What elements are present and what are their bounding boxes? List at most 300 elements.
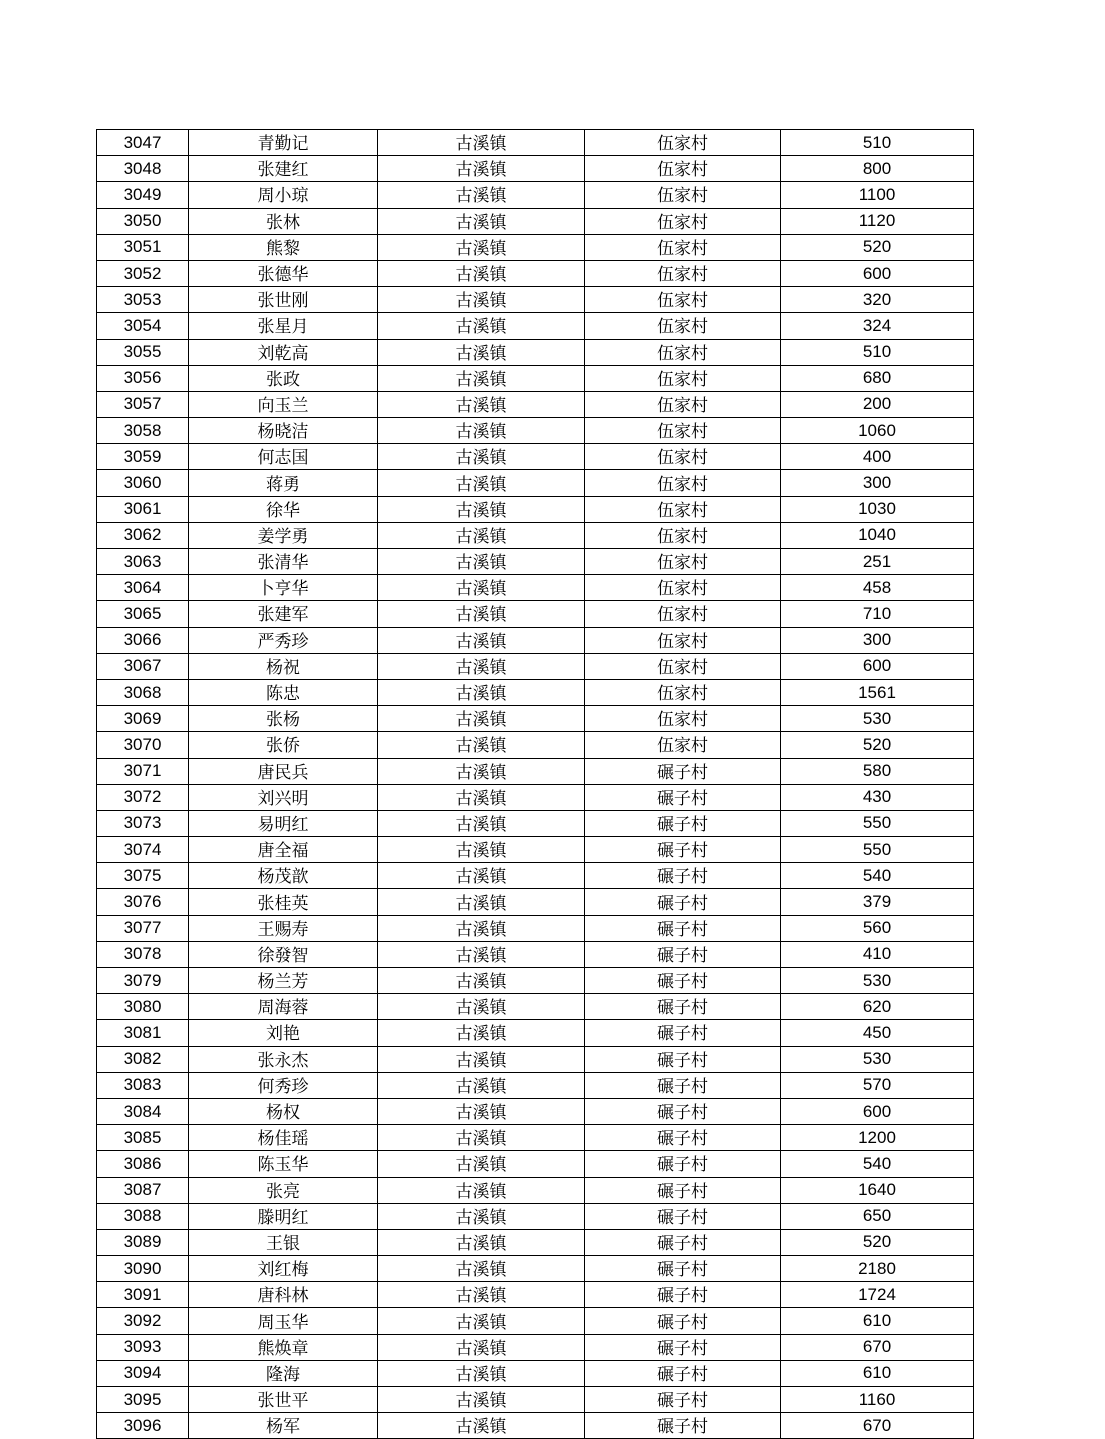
table-row [97, 1229, 974, 1255]
cell-amount: 410 [781, 941, 974, 967]
cell-town: 古溪镇 [378, 1098, 585, 1124]
cell-town: 古溪镇 [378, 784, 585, 810]
table-row [97, 1308, 974, 1334]
cell-name: 严秀珍 [189, 627, 378, 653]
cell-name: 何志国 [189, 444, 378, 470]
cell-amount: 650 [781, 1203, 974, 1229]
cell-village: 伍家村 [585, 260, 781, 286]
cell-amount: 540 [781, 1151, 974, 1177]
cell-name: 张政 [189, 365, 378, 391]
cell-name: 陈玉华 [189, 1151, 378, 1177]
table-row [97, 391, 974, 417]
cell-village: 碾子村 [585, 994, 781, 1020]
table-row [97, 182, 974, 208]
cell-id: 3088 [97, 1203, 189, 1229]
cell-village: 碾子村 [585, 1413, 781, 1439]
table-row [97, 889, 974, 915]
cell-name: 杨佳瑶 [189, 1125, 378, 1151]
cell-village: 碾子村 [585, 837, 781, 863]
cell-id: 3095 [97, 1387, 189, 1413]
cell-name: 徐华 [189, 496, 378, 522]
cell-town: 古溪镇 [378, 260, 585, 286]
cell-id: 3086 [97, 1151, 189, 1177]
table-row [97, 601, 974, 627]
cell-village: 碾子村 [585, 1203, 781, 1229]
cell-name: 张星月 [189, 313, 378, 339]
cell-name: 唐民兵 [189, 758, 378, 784]
cell-amount: 710 [781, 601, 974, 627]
cell-id: 3090 [97, 1256, 189, 1282]
cell-village: 碾子村 [585, 1334, 781, 1360]
cell-village: 伍家村 [585, 496, 781, 522]
cell-amount: 510 [781, 130, 974, 156]
cell-village: 碾子村 [585, 941, 781, 967]
cell-village: 伍家村 [585, 444, 781, 470]
cell-name: 陈忠 [189, 679, 378, 705]
cell-town: 古溪镇 [378, 1203, 585, 1229]
cell-village: 伍家村 [585, 601, 781, 627]
cell-id: 3066 [97, 627, 189, 653]
cell-name: 向玉兰 [189, 391, 378, 417]
cell-amount: 1030 [781, 496, 974, 522]
table-row [97, 994, 974, 1020]
cell-town: 古溪镇 [378, 679, 585, 705]
cell-id: 3055 [97, 339, 189, 365]
cell-town: 古溪镇 [378, 130, 585, 156]
cell-name: 张永杰 [189, 1046, 378, 1072]
table-row [97, 627, 974, 653]
cell-name: 唐科林 [189, 1282, 378, 1308]
cell-name: 张亮 [189, 1177, 378, 1203]
cell-id: 3068 [97, 679, 189, 705]
cell-town: 古溪镇 [378, 653, 585, 679]
cell-village: 伍家村 [585, 339, 781, 365]
cell-amount: 458 [781, 575, 974, 601]
table-row [97, 1151, 974, 1177]
cell-amount: 300 [781, 470, 974, 496]
cell-town: 古溪镇 [378, 601, 585, 627]
cell-id: 3096 [97, 1413, 189, 1439]
cell-village: 碾子村 [585, 1151, 781, 1177]
cell-amount: 1060 [781, 418, 974, 444]
cell-name: 张清华 [189, 549, 378, 575]
cell-amount: 600 [781, 260, 974, 286]
table-row [97, 1098, 974, 1124]
cell-town: 古溪镇 [378, 549, 585, 575]
cell-id: 3077 [97, 915, 189, 941]
cell-town: 古溪镇 [378, 1020, 585, 1046]
cell-id: 3061 [97, 496, 189, 522]
cell-amount: 324 [781, 313, 974, 339]
cell-town: 古溪镇 [378, 758, 585, 784]
cell-name: 张世平 [189, 1387, 378, 1413]
cell-village: 伍家村 [585, 208, 781, 234]
cell-town: 古溪镇 [378, 1072, 585, 1098]
cell-town: 古溪镇 [378, 418, 585, 444]
cell-village: 碾子村 [585, 863, 781, 889]
cell-village: 伍家村 [585, 182, 781, 208]
cell-village: 伍家村 [585, 653, 781, 679]
cell-id: 3069 [97, 706, 189, 732]
table-row [97, 1282, 974, 1308]
cell-town: 古溪镇 [378, 470, 585, 496]
cell-amount: 530 [781, 968, 974, 994]
table-row [97, 130, 974, 156]
cell-village: 碾子村 [585, 1360, 781, 1386]
cell-amount: 251 [781, 549, 974, 575]
cell-id: 3059 [97, 444, 189, 470]
cell-id: 3082 [97, 1046, 189, 1072]
cell-town: 古溪镇 [378, 1308, 585, 1334]
cell-name: 杨晓洁 [189, 418, 378, 444]
cell-id: 3093 [97, 1334, 189, 1360]
cell-amount: 610 [781, 1360, 974, 1386]
cell-amount: 670 [781, 1413, 974, 1439]
cell-town: 古溪镇 [378, 313, 585, 339]
table-row [97, 863, 974, 889]
cell-name: 卜亨华 [189, 575, 378, 601]
table-row [97, 1020, 974, 1046]
cell-name: 张德华 [189, 260, 378, 286]
cell-amount: 520 [781, 1229, 974, 1255]
cell-name: 唐全福 [189, 837, 378, 863]
cell-id: 3094 [97, 1360, 189, 1386]
cell-name: 周玉华 [189, 1308, 378, 1334]
cell-id: 3087 [97, 1177, 189, 1203]
cell-amount: 1561 [781, 679, 974, 705]
cell-village: 伍家村 [585, 522, 781, 548]
cell-amount: 320 [781, 287, 974, 313]
table-row [97, 234, 974, 260]
cell-name: 徐發智 [189, 941, 378, 967]
cell-village: 伍家村 [585, 575, 781, 601]
cell-id: 3065 [97, 601, 189, 627]
cell-amount: 530 [781, 1046, 974, 1072]
cell-town: 古溪镇 [378, 391, 585, 417]
cell-village: 碾子村 [585, 1020, 781, 1046]
cell-amount: 200 [781, 391, 974, 417]
cell-village: 碾子村 [585, 1229, 781, 1255]
cell-name: 滕明红 [189, 1203, 378, 1229]
cell-amount: 520 [781, 234, 974, 260]
table-row [97, 365, 974, 391]
table-row [97, 156, 974, 182]
cell-town: 古溪镇 [378, 1125, 585, 1151]
cell-amount: 570 [781, 1072, 974, 1098]
cell-village: 碾子村 [585, 1256, 781, 1282]
cell-village: 伍家村 [585, 313, 781, 339]
cell-amount: 620 [781, 994, 974, 1020]
cell-village: 伍家村 [585, 549, 781, 575]
table-row [97, 758, 974, 784]
table-row [97, 1256, 974, 1282]
cell-village: 伍家村 [585, 470, 781, 496]
cell-name: 王银 [189, 1229, 378, 1255]
cell-town: 古溪镇 [378, 496, 585, 522]
table-body [97, 130, 974, 1439]
table-row [97, 915, 974, 941]
cell-amount: 550 [781, 810, 974, 836]
table-row [97, 575, 974, 601]
table-row [97, 679, 974, 705]
cell-village: 碾子村 [585, 889, 781, 915]
cell-village: 伍家村 [585, 287, 781, 313]
table-row [97, 1334, 974, 1360]
cell-name: 刘艳 [189, 1020, 378, 1046]
cell-village: 碾子村 [585, 1177, 781, 1203]
table-row [97, 706, 974, 732]
cell-town: 古溪镇 [378, 208, 585, 234]
cell-name: 张林 [189, 208, 378, 234]
table-row [97, 1072, 974, 1098]
cell-amount: 379 [781, 889, 974, 915]
table-row [97, 1387, 974, 1413]
cell-town: 古溪镇 [378, 1360, 585, 1386]
cell-town: 古溪镇 [378, 706, 585, 732]
cell-town: 古溪镇 [378, 863, 585, 889]
cell-village: 伍家村 [585, 234, 781, 260]
cell-amount: 1160 [781, 1387, 974, 1413]
cell-town: 古溪镇 [378, 1334, 585, 1360]
cell-id: 3062 [97, 522, 189, 548]
cell-name: 张建红 [189, 156, 378, 182]
cell-id: 3060 [97, 470, 189, 496]
table-row [97, 496, 974, 522]
cell-village: 碾子村 [585, 1046, 781, 1072]
cell-town: 古溪镇 [378, 889, 585, 915]
cell-town: 古溪镇 [378, 1151, 585, 1177]
table-row [97, 784, 974, 810]
cell-amount: 1724 [781, 1282, 974, 1308]
cell-name: 青勤记 [189, 130, 378, 156]
cell-id: 3075 [97, 863, 189, 889]
cell-id: 3072 [97, 784, 189, 810]
cell-town: 古溪镇 [378, 575, 585, 601]
cell-id: 3071 [97, 758, 189, 784]
cell-village: 碾子村 [585, 968, 781, 994]
table-row [97, 837, 974, 863]
cell-name: 周小琼 [189, 182, 378, 208]
cell-name: 熊黎 [189, 234, 378, 260]
data-sheet [96, 129, 973, 1439]
cell-name: 杨兰芳 [189, 968, 378, 994]
cell-id: 3074 [97, 837, 189, 863]
cell-id: 3078 [97, 941, 189, 967]
table-row [97, 968, 974, 994]
table-row [97, 1360, 974, 1386]
cell-town: 古溪镇 [378, 941, 585, 967]
cell-id: 3073 [97, 810, 189, 836]
cell-name: 张侨 [189, 732, 378, 758]
cell-village: 碾子村 [585, 915, 781, 941]
cell-id: 3056 [97, 365, 189, 391]
cell-id: 3085 [97, 1125, 189, 1151]
cell-town: 古溪镇 [378, 627, 585, 653]
cell-amount: 1100 [781, 182, 974, 208]
cell-amount: 550 [781, 837, 974, 863]
cell-amount: 300 [781, 627, 974, 653]
cell-amount: 2180 [781, 1256, 974, 1282]
cell-name: 张世刚 [189, 287, 378, 313]
cell-name: 周海蓉 [189, 994, 378, 1020]
table-row [97, 1125, 974, 1151]
cell-village: 伍家村 [585, 706, 781, 732]
cell-id: 3063 [97, 549, 189, 575]
cell-id: 3053 [97, 287, 189, 313]
table-row [97, 1413, 974, 1439]
cell-town: 古溪镇 [378, 1413, 585, 1439]
cell-name: 熊焕章 [189, 1334, 378, 1360]
cell-village: 碾子村 [585, 1072, 781, 1098]
cell-town: 古溪镇 [378, 287, 585, 313]
cell-name: 刘兴明 [189, 784, 378, 810]
cell-village: 伍家村 [585, 679, 781, 705]
table-row [97, 470, 974, 496]
cell-amount: 450 [781, 1020, 974, 1046]
cell-name: 姜学勇 [189, 522, 378, 548]
cell-id: 3079 [97, 968, 189, 994]
table-row [97, 1177, 974, 1203]
cell-town: 古溪镇 [378, 968, 585, 994]
cell-town: 古溪镇 [378, 365, 585, 391]
table-row [97, 339, 974, 365]
cell-name: 杨权 [189, 1098, 378, 1124]
cell-amount: 680 [781, 365, 974, 391]
cell-town: 古溪镇 [378, 1229, 585, 1255]
cell-town: 古溪镇 [378, 182, 585, 208]
table-row [97, 444, 974, 470]
cell-town: 古溪镇 [378, 234, 585, 260]
cell-id: 3076 [97, 889, 189, 915]
cell-village: 伍家村 [585, 732, 781, 758]
cell-id: 3092 [97, 1308, 189, 1334]
cell-village: 碾子村 [585, 1125, 781, 1151]
table-row [97, 418, 974, 444]
cell-id: 3067 [97, 653, 189, 679]
cell-amount: 540 [781, 863, 974, 889]
cell-id: 3084 [97, 1098, 189, 1124]
cell-id: 3052 [97, 260, 189, 286]
cell-amount: 580 [781, 758, 974, 784]
cell-town: 古溪镇 [378, 810, 585, 836]
cell-village: 伍家村 [585, 627, 781, 653]
cell-town: 古溪镇 [378, 994, 585, 1020]
cell-name: 张建军 [189, 601, 378, 627]
cell-id: 3080 [97, 994, 189, 1020]
cell-town: 古溪镇 [378, 915, 585, 941]
cell-amount: 1040 [781, 522, 974, 548]
cell-id: 3051 [97, 234, 189, 260]
cell-name: 杨茂歆 [189, 863, 378, 889]
cell-id: 3048 [97, 156, 189, 182]
cell-name: 易明红 [189, 810, 378, 836]
cell-name: 刘红梅 [189, 1256, 378, 1282]
cell-id: 3047 [97, 130, 189, 156]
cell-amount: 600 [781, 1098, 974, 1124]
table-row [97, 287, 974, 313]
cell-village: 碾子村 [585, 758, 781, 784]
cell-village: 伍家村 [585, 391, 781, 417]
cell-name: 张杨 [189, 706, 378, 732]
cell-amount: 1200 [781, 1125, 974, 1151]
cell-id: 3057 [97, 391, 189, 417]
table-row [97, 810, 974, 836]
cell-name: 刘乾高 [189, 339, 378, 365]
records-table [96, 129, 974, 1439]
cell-amount: 670 [781, 1334, 974, 1360]
table-row [97, 1046, 974, 1072]
cell-amount: 1120 [781, 208, 974, 234]
table-row [97, 653, 974, 679]
cell-id: 3081 [97, 1020, 189, 1046]
table-row [97, 1203, 974, 1229]
cell-town: 古溪镇 [378, 1282, 585, 1308]
cell-town: 古溪镇 [378, 1177, 585, 1203]
cell-amount: 430 [781, 784, 974, 810]
cell-town: 古溪镇 [378, 522, 585, 548]
cell-village: 碾子村 [585, 810, 781, 836]
cell-amount: 520 [781, 732, 974, 758]
cell-town: 古溪镇 [378, 732, 585, 758]
cell-id: 3091 [97, 1282, 189, 1308]
cell-amount: 800 [781, 156, 974, 182]
table-row [97, 732, 974, 758]
cell-id: 3054 [97, 313, 189, 339]
table-row [97, 522, 974, 548]
cell-village: 碾子村 [585, 1308, 781, 1334]
cell-id: 3049 [97, 182, 189, 208]
table-row [97, 549, 974, 575]
cell-amount: 610 [781, 1308, 974, 1334]
cell-id: 3064 [97, 575, 189, 601]
cell-village: 伍家村 [585, 130, 781, 156]
table-row [97, 313, 974, 339]
cell-town: 古溪镇 [378, 156, 585, 182]
cell-amount: 530 [781, 706, 974, 732]
cell-name: 杨祝 [189, 653, 378, 679]
cell-name: 隆海 [189, 1360, 378, 1386]
cell-id: 3070 [97, 732, 189, 758]
cell-amount: 560 [781, 915, 974, 941]
table-row [97, 260, 974, 286]
cell-id: 3089 [97, 1229, 189, 1255]
cell-id: 3050 [97, 208, 189, 234]
cell-amount: 400 [781, 444, 974, 470]
cell-name: 王赐寿 [189, 915, 378, 941]
cell-name: 张桂英 [189, 889, 378, 915]
cell-id: 3083 [97, 1072, 189, 1098]
table-row [97, 941, 974, 967]
cell-town: 古溪镇 [378, 1046, 585, 1072]
cell-village: 伍家村 [585, 156, 781, 182]
cell-town: 古溪镇 [378, 1387, 585, 1413]
cell-village: 伍家村 [585, 418, 781, 444]
cell-village: 伍家村 [585, 365, 781, 391]
cell-id: 3058 [97, 418, 189, 444]
cell-name: 何秀珍 [189, 1072, 378, 1098]
cell-village: 碾子村 [585, 784, 781, 810]
cell-amount: 1640 [781, 1177, 974, 1203]
cell-village: 碾子村 [585, 1282, 781, 1308]
cell-village: 碾子村 [585, 1098, 781, 1124]
cell-town: 古溪镇 [378, 339, 585, 365]
cell-amount: 600 [781, 653, 974, 679]
cell-amount: 510 [781, 339, 974, 365]
cell-name: 蒋勇 [189, 470, 378, 496]
cell-village: 碾子村 [585, 1387, 781, 1413]
cell-town: 古溪镇 [378, 837, 585, 863]
cell-town: 古溪镇 [378, 444, 585, 470]
